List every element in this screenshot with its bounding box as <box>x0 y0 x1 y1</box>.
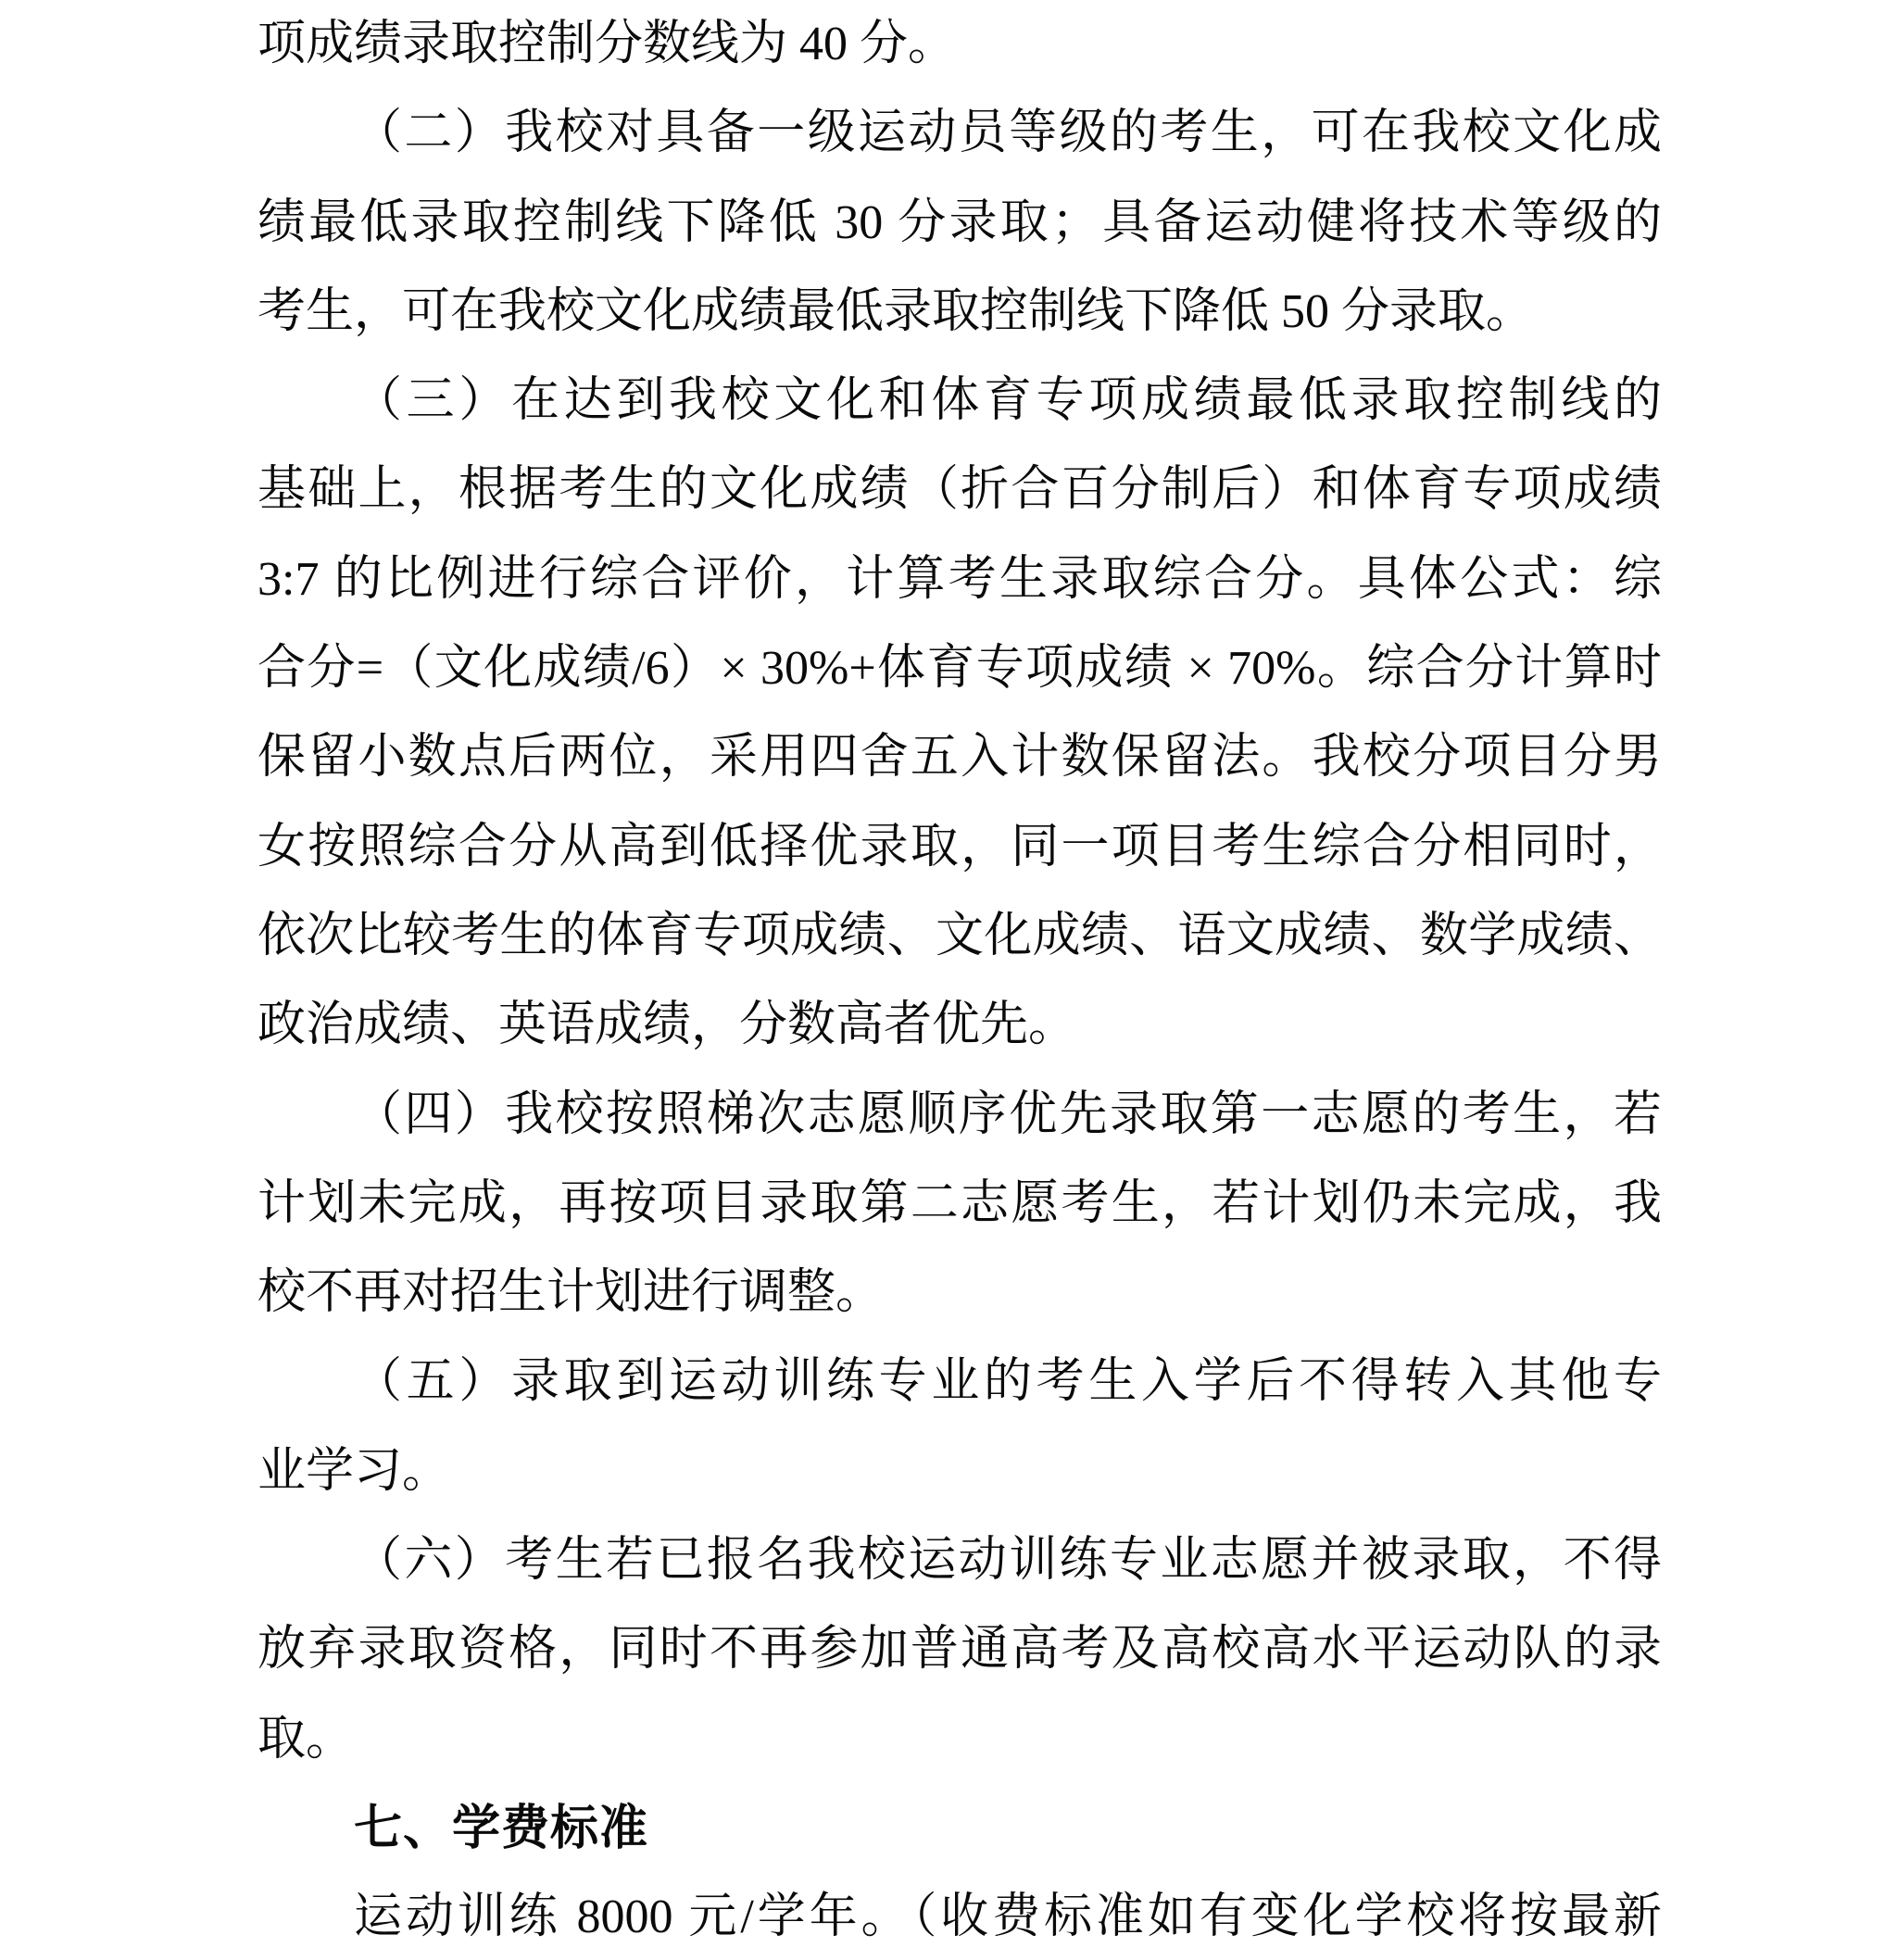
text-line: 合分=（文化成绩/6）× 30%+体育专项成绩 × 70%。综合分计算时 <box>258 642 1662 696</box>
text-line: 3:7 的比例进行综合评价，计算考生录取综合分。具体公式：综 <box>258 552 1662 606</box>
text-line: 放弃录取资格，同时不再参加普通高考及高校高水平运动队的录 <box>258 1623 1662 1677</box>
text-line: 校不再对招生计划进行调整。 <box>258 1266 885 1320</box>
text-line: 考生，可在我校文化成绩最低录取控制线下降低 50 分录取。 <box>258 284 1535 338</box>
text-line: 绩最低录取控制线下降低 30 分录取；具备运动健将技术等级的 <box>258 195 1662 249</box>
section-heading: 七、学费标准 <box>354 1801 649 1855</box>
text-line: 女按照综合分从高到低择优录取，同一项目考生综合分相同时， <box>258 820 1662 873</box>
text-line: 基础上，根据考生的文化成绩（折合百分制后）和体育专项成绩 <box>258 463 1662 517</box>
text-line: 项成绩录取控制分数线为 40 分。 <box>258 18 957 70</box>
text-line: （二）我校对具备一级运动员等级的考生，可在我校文化成 <box>354 107 1662 160</box>
text-line: （三）在达到我校文化和体育专项成绩最低录取控制线的 <box>354 374 1662 428</box>
text-line: 运动训练 8000 元/学年。（收费标准如有变化学校将按最新 <box>354 1891 1662 1944</box>
text-line: 保留小数点后两位，采用四舍五入计数保留法。我校分项目分男 <box>258 731 1662 785</box>
document-text-block <box>258 0 1662 1960</box>
text-line: （四）我校按照梯次志愿顺序优先录取第一志愿的考生，若 <box>354 1087 1662 1141</box>
text-line: 依次比较考生的体育专项成绩、文化成绩、语文成绩、数学成绩、 <box>258 909 1662 962</box>
text-line: 计划未完成，再按项目录取第二志愿考生，若计划仍未完成，我 <box>258 1176 1662 1230</box>
text-line: （五）录取到运动训练专业的考生入学后不得转入其他专 <box>354 1355 1662 1409</box>
text-line: 取。 <box>258 1712 355 1765</box>
text-line: （六）考生若已报名我校运动训练专业志愿并被录取，不得 <box>354 1534 1662 1588</box>
text-line: 业学习。 <box>258 1444 451 1498</box>
text-line: 政治成绩、英语成绩，分数高者优先。 <box>258 999 1077 1052</box>
